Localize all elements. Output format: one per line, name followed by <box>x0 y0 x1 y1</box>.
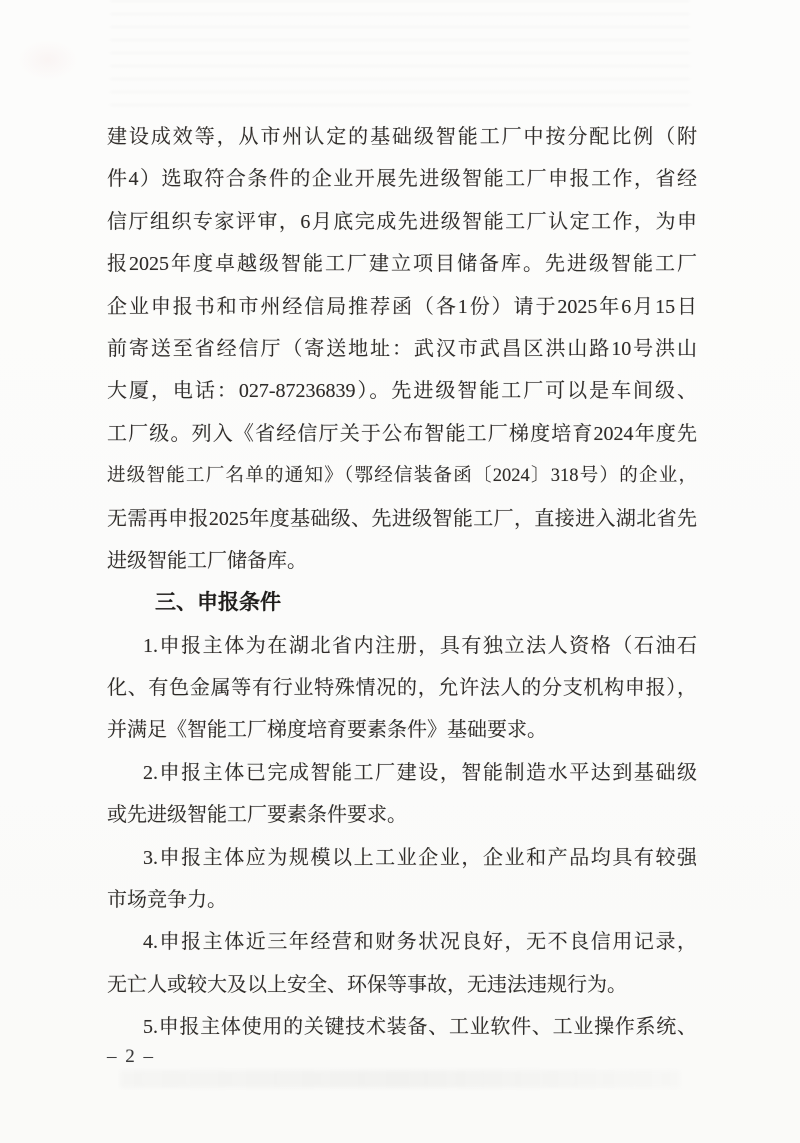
body-text-line: 进级智能工厂名单的通知》（鄂经信装备函〔2024〕318号）的企业， <box>107 466 697 487</box>
scan-noise-artifact <box>120 1070 680 1088</box>
body-text-line: 无亡人或较大及以上安全、环保等事故，无违法违规行为。 <box>107 973 627 996</box>
body-text-line: 无需再申报2025年度基础级、先进级智能工厂，直接进入湖北省先 <box>107 507 697 530</box>
body-text-line: 或先进级智能工厂要素条件要求。 <box>107 804 407 827</box>
page-number: – 2 – <box>107 1046 155 1067</box>
body-text-line: 4.申报主体近三年经营和财务状况良好，无不良信用记录， <box>143 931 697 954</box>
body-text-line: 并满足《智能工厂梯度培育要素条件》基础要求。 <box>107 719 547 742</box>
body-text-line: 3.申报主体应为规模以上工业企业，企业和产品均具有较强 <box>143 846 697 869</box>
body-text-line: 市场竞争力。 <box>107 889 227 912</box>
body-text-line: 前寄送至省经信厅（寄送地址：武汉市武昌区洪山路10号洪山 <box>107 337 697 360</box>
body-text-line: 大厦，电话：027-87236839）。先进级智能工厂可以是车间级、 <box>107 380 697 403</box>
body-text-line: 化、有色金属等有行业特殊情况的，允许法人的分支机构申报）， <box>107 677 697 700</box>
body-text-line: 建设成效等，从市州认定的基础级智能工厂中按分配比例（附 <box>107 126 697 148</box>
body-text-line: 2.申报主体已完成智能工厂建设，智能制造水平达到基础级 <box>143 761 697 784</box>
body-text-line: 工厂级。列入《省经信厅关于公布智能工厂梯度培育2024年度先 <box>107 422 697 445</box>
body-text-line: 1.申报主体为在湖北省内注册，具有独立法人资格（石油石 <box>143 634 697 657</box>
scan-noise-artifact <box>110 0 690 110</box>
section-heading: 三、申报条件 <box>155 591 281 615</box>
body-text-line: 信厅组织专家评审，6月底完成先进级智能工厂认定工作，为申 <box>107 210 697 233</box>
document-body <box>107 116 697 1049</box>
body-text-line: 进级智能工厂储备库。 <box>107 549 307 572</box>
scan-smudge-artifact <box>18 40 78 80</box>
body-text-line: 报2025年度卓越级智能工厂建立项目储备库。先进级智能工厂 <box>107 253 697 276</box>
body-text-line: 5.申报主体使用的关键技术装备、工业软件、工业操作系统、 <box>143 1016 697 1039</box>
body-text-line: 企业申报书和市州经信局推荐函（各1份）请于2025年6月15日 <box>107 295 697 318</box>
body-text-line: 件4）选取符合条件的企业开展先进级智能工厂申报工作，省经 <box>107 168 697 191</box>
